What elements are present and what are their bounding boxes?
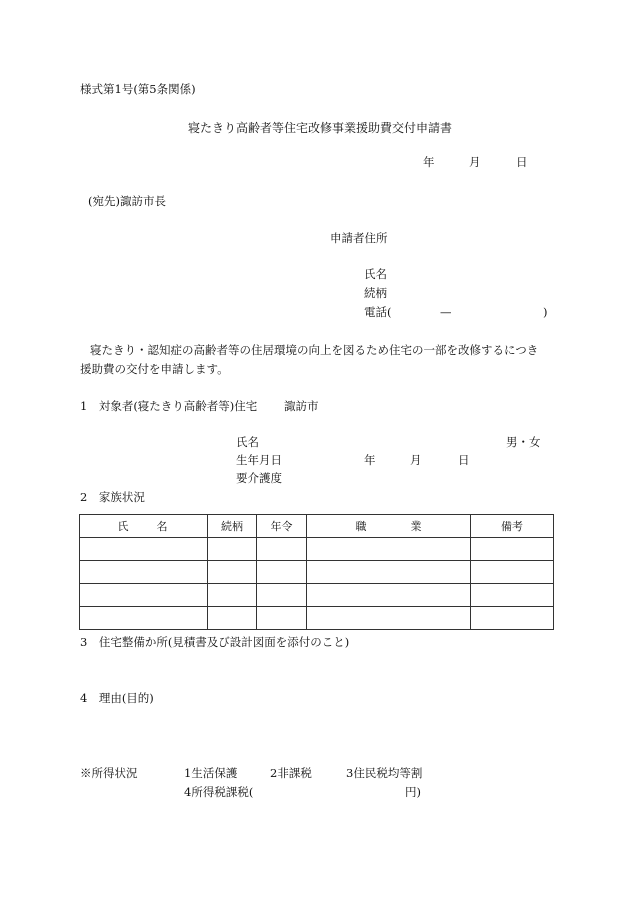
- table-cell[interactable]: [471, 584, 554, 607]
- date-month-label: 月: [469, 155, 481, 169]
- table-row: [80, 584, 554, 607]
- header-relation: 続柄: [208, 515, 257, 538]
- table-cell[interactable]: [307, 561, 471, 584]
- income-yen-close: 円): [405, 785, 421, 799]
- date-day-label: 日: [516, 155, 528, 169]
- family-table-header: [80, 515, 554, 538]
- table-cell[interactable]: [307, 607, 471, 630]
- table-cell[interactable]: [208, 607, 257, 630]
- table-cell[interactable]: [80, 607, 208, 630]
- table-cell[interactable]: [80, 538, 208, 561]
- applicant-address-label: 申請者住所: [330, 231, 388, 245]
- applicant-name-label: 氏名: [364, 267, 387, 281]
- subject-dob-day: 日: [458, 453, 470, 467]
- table-cell[interactable]: [471, 538, 554, 561]
- header-remarks: 備考: [471, 515, 554, 538]
- header-name: 氏 名: [80, 515, 208, 538]
- subject-care-label: 要介護度: [236, 471, 282, 485]
- subject-dob-month: 月: [410, 453, 422, 467]
- table-cell[interactable]: [257, 607, 307, 630]
- table-cell[interactable]: [80, 561, 208, 584]
- subject-dob-year: 年: [364, 453, 376, 467]
- table-row: [80, 607, 554, 630]
- date-year-label: 年: [423, 155, 435, 169]
- income-option-1: 1生活保護: [184, 766, 238, 780]
- header-occupation: 職 業: [307, 515, 471, 538]
- subject-name-label: 氏名: [236, 435, 259, 449]
- table-cell[interactable]: [80, 584, 208, 607]
- table-cell[interactable]: [208, 584, 257, 607]
- table-cell[interactable]: [257, 584, 307, 607]
- table-cell[interactable]: [471, 607, 554, 630]
- table-cell[interactable]: [257, 538, 307, 561]
- table-row: [80, 538, 554, 561]
- income-option-2: 2非課税: [270, 766, 312, 780]
- phone-dash: —: [440, 305, 452, 319]
- statement-line-2: 援助費の交付を申請します。: [80, 362, 229, 376]
- family-table: [79, 514, 554, 630]
- subject-dob-label: 生年月日: [236, 453, 282, 467]
- table-cell[interactable]: [307, 538, 471, 561]
- table-row: [80, 561, 554, 584]
- statement-line-1: 寝たきり・認知症の高齢者等の住居環境の向上を図るため住宅の一部を改修するにつき: [90, 343, 539, 357]
- section1-label: 1 対象者(寝たきり高齢者等)住宅: [80, 399, 258, 413]
- table-cell[interactable]: [208, 538, 257, 561]
- section1-city: 諏訪市: [284, 399, 319, 413]
- section3-label: 3 住宅整備か所(見積書及び設計図面を添付のこと): [80, 635, 350, 649]
- table-cell[interactable]: [208, 561, 257, 584]
- applicant-relation-label: 続柄: [364, 286, 387, 300]
- table-cell[interactable]: [471, 561, 554, 584]
- section4-label: 4 理由(目的): [80, 691, 154, 705]
- section2-label: 2 家族状況: [80, 490, 145, 504]
- applicant-phone-label: 電話(: [364, 305, 392, 319]
- addressee: (宛先)諏訪市長: [88, 194, 166, 208]
- income-label: ※所得状況: [80, 766, 138, 780]
- income-option-3: 3住民税均等割: [346, 766, 423, 780]
- form-number: 様式第1号(第5条関係): [80, 82, 196, 96]
- document-title: 寝たきり高齢者等住宅改修事業援助費交付申請書: [188, 121, 453, 135]
- phone-close-paren: ): [543, 305, 548, 319]
- table-cell[interactable]: [257, 561, 307, 584]
- subject-sex-choice: 男・女: [506, 435, 541, 449]
- table-cell[interactable]: [307, 584, 471, 607]
- header-age: 年令: [257, 515, 307, 538]
- income-option-4: 4所得税課税(: [184, 785, 254, 799]
